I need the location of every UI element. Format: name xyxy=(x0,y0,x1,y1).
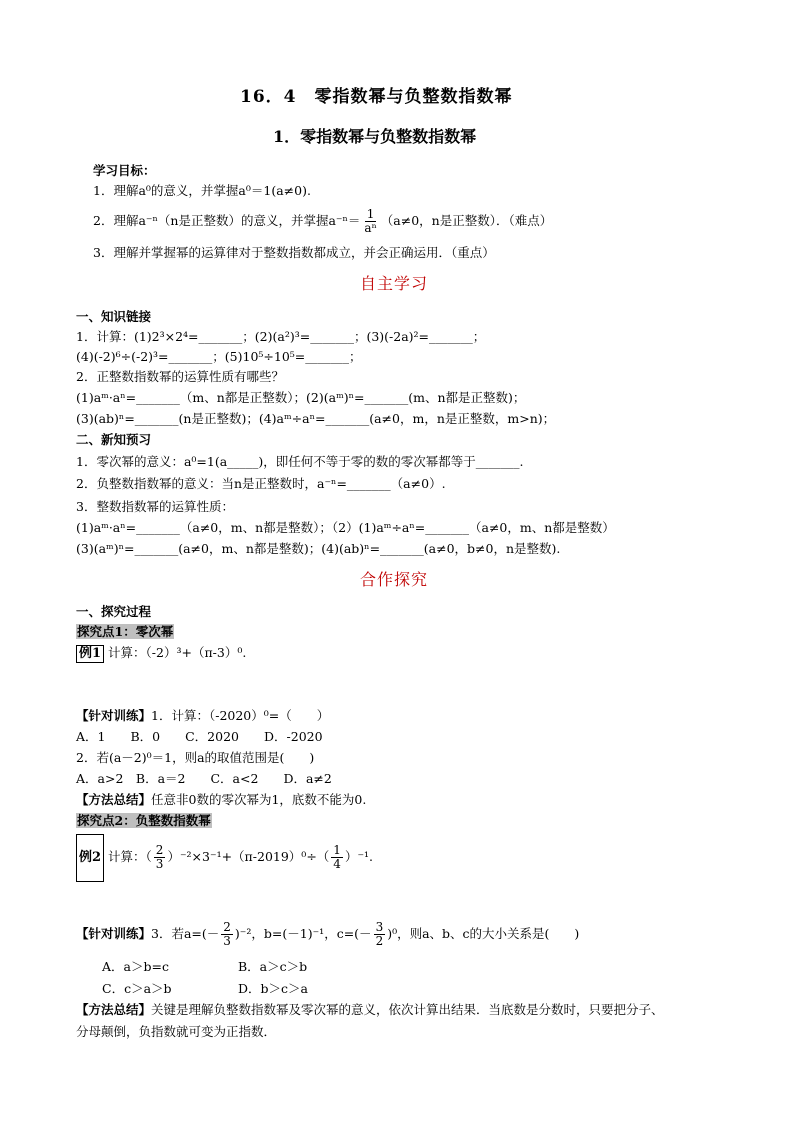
goal-1: 1．理解a⁰的意义，并掌握a⁰＝1(a≠0). xyxy=(93,183,311,198)
example-2-f2-denominator: 4 xyxy=(333,857,341,871)
training-2-option-d: D．b＞c＞a xyxy=(238,981,308,996)
goal-2 xyxy=(93,206,552,236)
training-2-fraction-1 xyxy=(221,921,233,948)
summary-1-text: 任意非0数的零次幂为1，底数不能为0. xyxy=(151,792,367,807)
example-1-label: 例1 xyxy=(76,645,104,663)
question-2-options: A．a>2 B．a＝2 C．a<2 D．a≠2 xyxy=(76,771,332,786)
summary-1 xyxy=(76,791,366,809)
training-2-pre: 3．若a=(－ xyxy=(151,926,220,941)
example-2-pre: 计算：（ xyxy=(108,849,152,864)
example-2 xyxy=(76,834,373,882)
training-2 xyxy=(76,918,579,950)
summary-2 xyxy=(76,1001,664,1019)
knowledge-line-5: (3)(ab)ⁿ=_______(n是正整数)；(4)aᵐ÷aⁿ=_______(a≠0，m，n是正整数，m>n)； xyxy=(76,411,556,426)
example-2-mid: ）⁻²×3⁻¹+（π-2019）⁰÷（ xyxy=(167,849,330,864)
example-2-f1-numerator: 2 xyxy=(155,843,164,857)
training-2-f1-denominator: 3 xyxy=(223,934,231,948)
example-2-f1-denominator: 3 xyxy=(155,857,164,871)
summary-2-text-2: 分母颠倒，负指数就可变为正指数． xyxy=(76,1024,277,1039)
newknow-line-1: 1．零次幂的意义：a⁰=1(a_____)，即任何不等于零的数的零次幂都等于_______. xyxy=(76,454,524,469)
goal-2-fraction xyxy=(362,208,378,235)
goals-heading: 学习目标： xyxy=(93,163,156,178)
goal-2-numerator: 1 xyxy=(366,207,375,221)
training-2-option-c: C．c＞a＞b xyxy=(102,981,172,996)
training-2-f2-denominator: 2 xyxy=(375,934,384,948)
knowledge-line-3: 2．正整数指数幂的运算性质有哪些？ xyxy=(76,369,284,384)
page-title: 16．4 零指数幂与负整数指数幂 xyxy=(240,87,513,107)
explore-heading: 一、探究过程 xyxy=(76,604,152,619)
newknow-line-2: 2．负整数指数幂的意义：当n是正整数时，a⁻ⁿ=_______（a≠0）. xyxy=(76,476,446,491)
training-2-tag: 【针对训练】 xyxy=(76,926,152,941)
training-2-fraction-2 xyxy=(374,921,386,948)
newknow-heading: 二、新知预习 xyxy=(76,432,152,447)
example-2-f2-numerator: 1 xyxy=(333,843,341,857)
summary-2-tag: 【方法总结】 xyxy=(76,1002,152,1017)
example-2-post: ）⁻¹. xyxy=(344,849,374,864)
training-2-f1-numerator: 2 xyxy=(223,920,231,934)
goal-2-post: （a≠0，n是正整数）．（难点） xyxy=(380,213,553,228)
example-1-text: 计算：（-2）³+（π-3）⁰. xyxy=(108,645,247,660)
training-1-options: A．1 B．0 C．2020 D．-2020 xyxy=(76,729,323,744)
example-2-label: 例2 xyxy=(76,834,104,882)
goal-2-pre: 2．理解a⁻ⁿ（n是正整数）的意义，并掌握a⁻ⁿ＝ xyxy=(93,213,361,228)
goal-3: 3．理解并掌握幂的运算律对于整数指数都成立，并会正确运用．（重点） xyxy=(93,245,495,260)
knowledge-heading: 一、知识链接 xyxy=(76,309,152,324)
example-1 xyxy=(76,644,246,663)
explore-point-2-label: 探究点2：负整数指数幂 xyxy=(77,813,211,828)
newknow-line-4: (1)aᵐ·aⁿ=_______（a≠0，m、n都是整数）；（2）(1)aᵐ÷aⁿ=_______（a≠0，m、n都是整数） xyxy=(76,520,615,535)
newknow-line-3: 3．整数指数幂的运算性质： xyxy=(76,499,234,514)
goal-2-denominator: aⁿ xyxy=(364,221,377,235)
summary-2-text-1: 关键是理解负整数指数幂及零次幂的意义，依次计算出结果．当底数是分数时，只要把分子、 xyxy=(151,1002,664,1017)
summary-1-tag: 【方法总结】 xyxy=(76,792,152,807)
training-1 xyxy=(76,707,329,725)
knowledge-line-4: (1)aᵐ·aⁿ=_______（m、n都是正整数）；(2)(aᵐ)ⁿ=_______(m、n都是正整数)； xyxy=(76,390,526,405)
question-2: 2．若(a－2)⁰＝1，则a的取值范围是( ) xyxy=(76,750,315,765)
section-cooperative-inquiry: 合作探究 xyxy=(360,570,429,589)
training-2-option-b: B．a＞c＞b xyxy=(238,959,308,974)
knowledge-line-2: (4)(-2)⁶÷(-2)³=_______；(5)10⁵÷10⁵=_______； xyxy=(76,349,362,364)
knowledge-line-1: 1．计算：(1)2³×2⁴=_______；(2)(a²)³=_______；(3)(-2a)²=_______； xyxy=(76,329,486,344)
training-2-f2-numerator: 3 xyxy=(375,920,384,934)
explore-point-1-label: 探究点1：零次幂 xyxy=(77,624,174,639)
page-subtitle: 1．零指数幂与负整数指数幂 xyxy=(273,127,477,146)
example-2-fraction-1 xyxy=(154,844,166,871)
explore-point-1 xyxy=(76,623,174,641)
training-2-mid: )⁻²，b=(－1)⁻¹，c=(－ xyxy=(234,926,372,941)
section-self-study: 自主学习 xyxy=(360,274,429,293)
training-2-post: )⁰，则a、b、c的大小关系是( ) xyxy=(387,926,580,941)
training-1-tag: 【针对训练】 xyxy=(76,708,152,723)
newknow-line-5: (3)(aᵐ)ⁿ=_______(a≠0，m、n都是整数)；(4)(ab)ⁿ=_______(a≠0，b≠0，n是整数). xyxy=(76,541,561,556)
example-2-fraction-2 xyxy=(331,844,343,871)
training-2-option-a: A．a＞b=c xyxy=(102,959,169,974)
training-1-text: 1．计算：（-2020）⁰=（ ） xyxy=(151,708,330,723)
explore-point-2 xyxy=(76,812,212,830)
